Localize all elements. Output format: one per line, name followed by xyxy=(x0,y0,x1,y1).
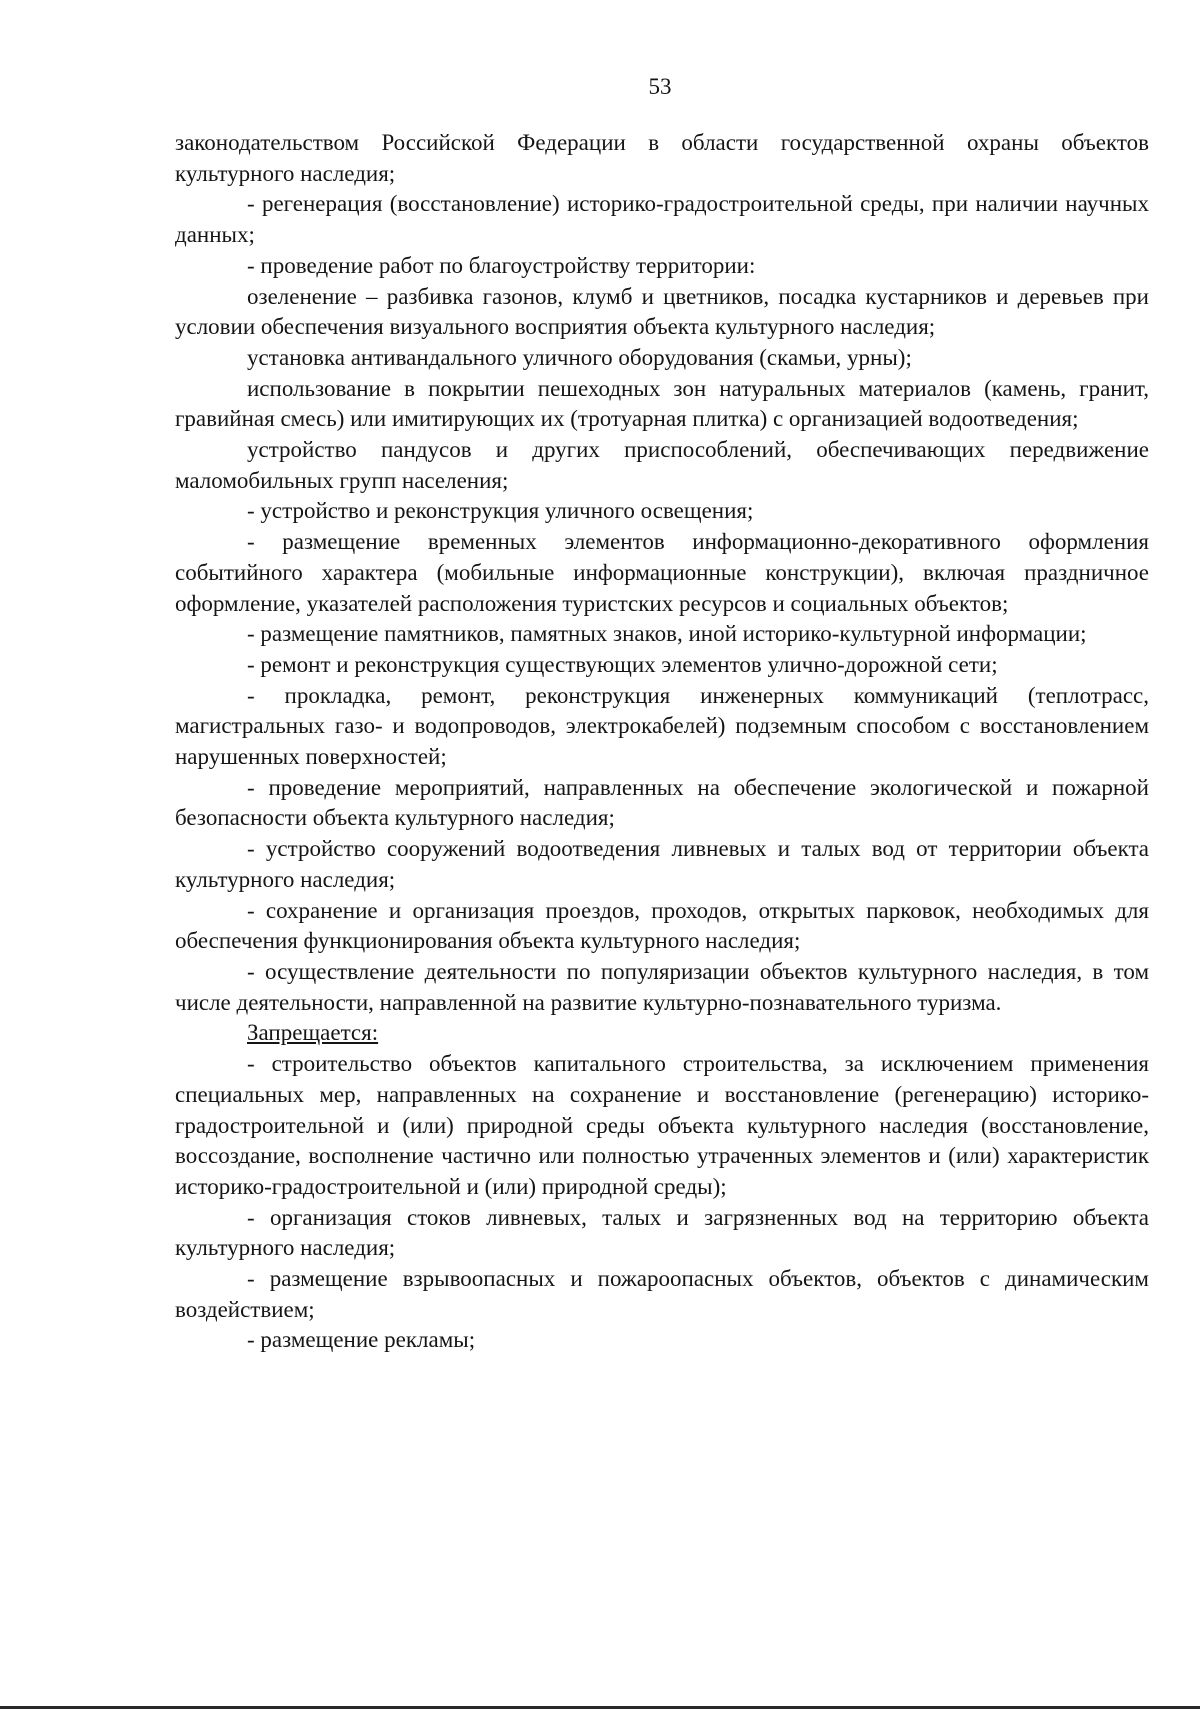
paragraph: - размещение памятников, памятных знаков, иной историко-культурной информации; xyxy=(247,621,1087,647)
paragraph: - проведение мероприятий, направленных на обеспечение экологической и пожарной безопасности объекта культурного наследия; xyxy=(175,774,1149,831)
heading-text: Запрещается: xyxy=(247,1020,379,1046)
paragraph: - устройство сооружений водоотведения ливневых и талых вод от территории объекта культурного наследия; xyxy=(175,836,1149,892)
paragraph: - организация стоков ливневых, талых и загрязненных вод на территорию объекта культурного наследия; xyxy=(175,1204,1149,1261)
paragraph: - строительство объектов капитального строительства, за исключением применения специальных мер, направленных на сохранение и восстановление (регенерацию) историко-градостроительной и (или) природной среды объекта культурного наследия (восстановление, воссоздание, восполнение частично или полностью утраченных элементов и (или) характеристик историко-градостроительной и (или) природной среды); xyxy=(175,1051,1149,1199)
paragraph: - осуществление деятельности по популяризации объектов культурного наследия, в том числе деятельности, направленной на развитие культурно-познавательного туризма. xyxy=(175,958,1149,1015)
paragraph: - регенерация (восстановление) историко-градостроительной среды, при наличии научных данных; xyxy=(175,191,1149,248)
paragraph: озеленение – разбивка газонов, клумб и цветников, посадка кустарников и деревьев при условии обеспечения визуального восприятия объекта культурного наследия; xyxy=(175,283,1149,340)
section-heading-prohibited xyxy=(175,1018,1149,1049)
paragraph: - устройство и реконструкция уличного освещения; xyxy=(247,498,754,524)
document-body xyxy=(175,128,1149,1356)
paragraph: - ремонт и реконструкция существующих элементов улично-дорожной сети; xyxy=(247,651,998,677)
paragraph: законодательством Российской Федерации в области государственной охраны объектов культурного наследия; xyxy=(175,130,1149,186)
paragraph: - проведение работ по благоустройству территории: xyxy=(247,252,756,278)
paragraph: установка антивандального уличного оборудования (скамьи, урны); xyxy=(247,344,912,370)
paragraph: - сохранение и организация проездов, проходов, открытых парковок, необходимых для обеспечения функционирования объекта культурного наследия; xyxy=(175,897,1149,954)
paragraph: - размещение рекламы; xyxy=(247,1327,476,1353)
paragraph: устройство пандусов и других приспособлений, обеспечивающих передвижение маломобильных групп населения; xyxy=(175,437,1149,493)
paragraph: - размещение временных элементов информационно-декоративного оформления событийного характера (мобильные информационные конструкции), включая праздничное оформление, указателей расположения туристских ресурсов и социальных объектов; xyxy=(175,529,1149,616)
page-number: 53 xyxy=(648,74,672,99)
paragraph: - размещение взрывоопасных и пожароопасных объектов, объектов с динамическим воздействием; xyxy=(175,1266,1149,1322)
paragraph: использование в покрытии пешеходных зон натуральных материалов (камень, гранит, гравийная смесь) или имитирующих их (тротуарная плитка) с организацией водоотведения; xyxy=(175,375,1149,432)
paragraph: - прокладка, ремонт, реконструкция инженерных коммуникаций (теплотрасс, магистральных газо- и водопроводов, электрокабелей) подземным способом с восстановлением нарушенных поверхностей; xyxy=(175,682,1149,770)
